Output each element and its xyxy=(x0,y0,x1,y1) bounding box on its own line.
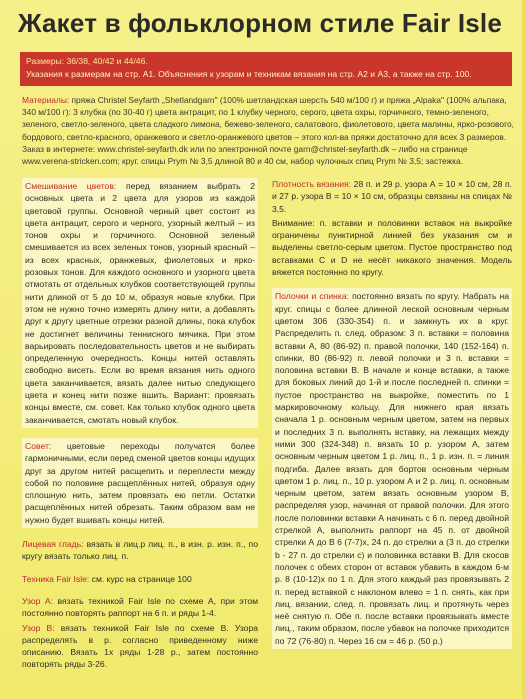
density-section xyxy=(272,178,512,215)
materials-label: Материалы: xyxy=(22,95,70,105)
stockinette-text: вязать в лиц.р лиц. п., в изн. р. изн. п., по кругу вязать только лиц. п. xyxy=(22,539,258,562)
sizes-banner xyxy=(20,52,512,86)
stockinette-label: Лицевая гладь: xyxy=(22,539,84,550)
tip-text: цветовые переходы получатся более гармоничными, если перед сменой цветов концы идущих друг за другом нитей расщепить и переплести между собой по половине расщеплённых нитей, образуя одну сплошную нить, затем провязать ею петли. Остатки расщеплённых нитей обрезать. Таким образом вам не нужно будет вшивать концы нитей. xyxy=(25,440,255,525)
fairisle-label: Техника Fair Isle: xyxy=(22,573,90,584)
attention-text: п. вставки и половинки вставок на выкройке ограничены пунктирной линией без указания см и выделены светло-серым цветом. Пустое пространство под вставками С и D не несёт никакого значения. Модель вяжется постоянно по кругу. xyxy=(272,217,512,278)
materials-section xyxy=(22,94,514,167)
density-text: 28 п. и 29 р. узора А = 10 × 10 см, 28 п. и 27 р. узора В = 10 × 10 см, образцы связаны на спицах № 3,5. xyxy=(272,179,512,214)
pattern-a-section xyxy=(22,595,258,620)
mixing-section xyxy=(22,178,258,428)
attention-label: Внимание: xyxy=(272,217,315,228)
fairisle-text: см. курс на странице 100 xyxy=(91,573,192,584)
attention-section xyxy=(272,217,512,278)
fairisle-section xyxy=(22,573,258,585)
density-label: Плотность вязания: xyxy=(272,179,352,189)
mixing-text: перед вязанием выбрать 2 основных цвета и 2 цвета для узоров из каждой цветовой группы. Основной черный цвет состоит из цвета антрацит, серого и черного, узорный желтый – из тонов охры и горчичного. Основной зеленый смешивается из всех зеленых тонов, узорный красный – из всех красных, оранжевых, фиолетовых и ярко-розовых тонов. Для каждого основного и узорного цвета отмотать от отдельных клубков соответствующей группы нити длиной от 5 до 10 м, образуя новые клубки. При этом не нужно точно измерять длину нити, а добавлять друг к другу цветные отрезки разной длины, пока клубок не достигнет величины теннисного мячика. При этом варьировать последовательность цветов и не выбирать определенную очередность. Концы нитей оставлять свободно висеть. Если во время вязания нить одного цвета заканчивается, вязать далее нитью следующего цвета и конец нити позже вшить. Вариант: провязать концы вместе, см. совет. Как только клубок одного цвета заканчивается, смотать новый клубок. xyxy=(25,181,255,425)
right-column xyxy=(272,178,512,659)
pattern-b-section xyxy=(22,622,258,671)
pattern-b-label: Узор В: xyxy=(22,622,55,633)
materials-text: пряжа Christel Seyfarth „Shetlandgarn" (100% шетландская шерсть 540 м/100 г) и пряжа „Alpaka" (100% альпака, 340 м/100 г): 3 клубка (по 30-40 г) цвета антрацит, по 1 клубку черного, серого, цвета охры, горчичного, темно-зеленого, зеленого, светло-зеленого, цвета сладкого лимона, бежево-зеленого, салатового, фиолетового, цвета малины, ярко-розового, бордового, светло-красного, оранжевого и светло-оранжевого цветов – этого кол-ва пряжи достаточно для всех 3 размеров. Заказ в интернете: www.christel-seyfarth.dk или по электронной почте garn@christel-seyfarth.dk – либо на странице www.verena-stricken.com; круг. спицы Prym № 3,5 длиной 80 и 40 см, набор чулочных спиц Prym № 3,5; застежка. xyxy=(22,95,514,167)
mixing-label: Смешивание цветов: xyxy=(25,181,117,191)
body-section xyxy=(272,288,512,649)
sizes-note: Указания к размерам на стр. А1. Объяснения к узорам и техникам вязания на стр. А2 и А3, а также на стр. 100. xyxy=(26,69,472,79)
page-title: Жакет в фольклорном стиле Fair Isle xyxy=(18,8,502,38)
left-column xyxy=(22,178,258,681)
body-text: постоянно вязать по кругу. Набрать на круг. спицы с более длинной леской основным черным цветом 306 (330-354) п. и замкнуть их в круг. Распределить п. след. образом: 3 п. вставки = половина вставки А, 80 (86-92) п. правой полочки, 140 (152-164) п. спинки, 80 (86-92) п. левой полочки и 3 п. вставки = половина вставки В. В начале и конце вставки, а также для боковых линий до 1-й и после последней п. спинки = пустое пространство на выкройке, поместить по 1 маркировочному кольцу. Для нижнего края вязать сначала 1 р. основным черным цветом, затем на первых и последних 3 п. выполнять вставку, на лежащих между ними 300 (324-348) п. вязать 10 р. узором А, затем основным черным цветом 1 р. лиц. п., 1 р. изн. п. = линия подгиба. Далее вязать для бортов основным черным цветом 1 р. лиц. п., 10 р. узором А и 2 р. лиц. п. основным черным цветом, затем вязать основным узором В, распределяя узор, начиная от правой полочки. Для этого после половинки вставки А начинать с 6 п. перед двойной стрелкой А, выполнить раппорт на 45 п. от двойной стрелки А до В 6 (7-7)х, 24 п. до стрелки а (3 п. до стрелки b - 27 п. до стрелки с) и половинка вставки В. Для скосов полочек с обеих сторон от вставок убавить в каждом 6-м р. 8 (10-12)х по 1 п. Для этого каждый раз провязывать 2 п. перед вставкой с наклоном влево = 1 п. снять, как при лиц. вязании, след. п. провязать лиц. и протянуть через неё снятую п. Обе п. после вставки провязывать вместе лиц., таким образом, после убавок на полочке приходится по 72 (76-80) п. Через 16 см = 46 р. (50 р.) xyxy=(275,291,510,646)
sizes-line: Размеры: 36/38, 40/42 и 44/46. xyxy=(26,56,148,66)
pattern-a-label: Узор А: xyxy=(22,595,54,606)
tip-label: Совет: xyxy=(25,440,52,451)
page-edge xyxy=(522,0,526,699)
tip-section xyxy=(22,438,258,528)
pattern-b-text: вязать техникой Fair Isle по схеме В. Узора распределять в р. согласно приведенному ниже описанию. Вязать 1х ряды 1-28 р., затем постоянно повторять ряды 3-26. xyxy=(22,622,259,670)
pattern-a-text: вязать техникой Fair Isle по схеме А, при этом постоянно повторять раппорт на 6 п. и ряды 1-4. xyxy=(22,595,259,619)
stockinette-section xyxy=(22,538,258,563)
body-label: Полочки и спинка: xyxy=(275,291,350,302)
